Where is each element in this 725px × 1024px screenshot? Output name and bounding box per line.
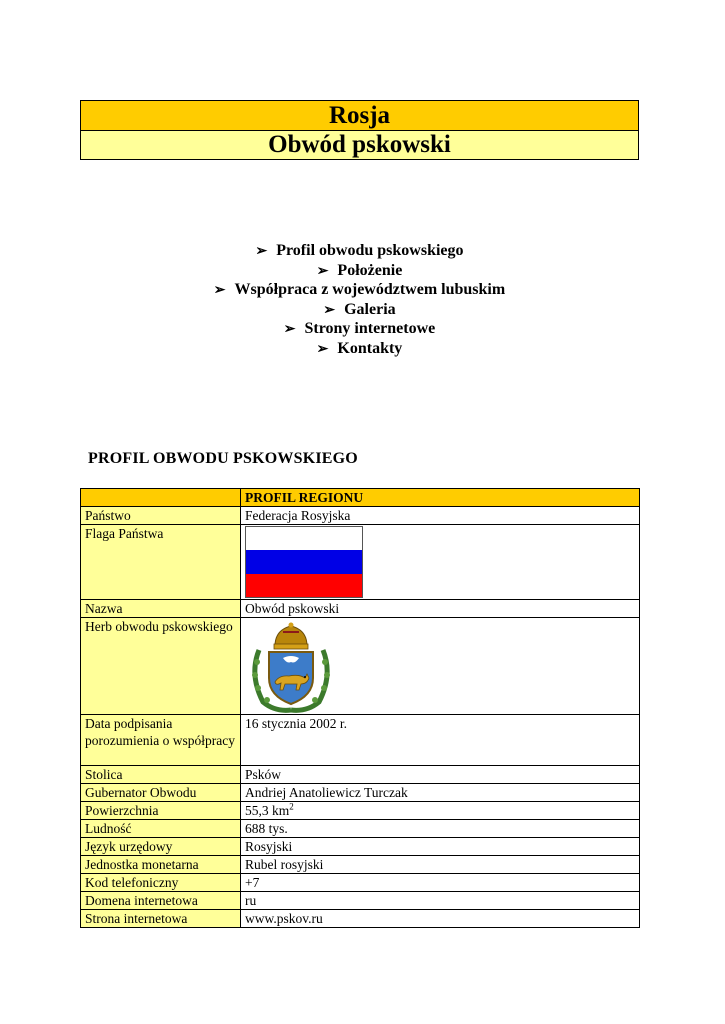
table-row — [81, 525, 640, 600]
row-label: Herb obwodu pskowskiego — [81, 618, 241, 715]
arrow-bullet-icon: ➢ — [323, 302, 336, 318]
row-value: Obwód pskowski — [241, 600, 640, 618]
nav-item-profil[interactable] — [80, 241, 639, 261]
row-label: Data podpisania porozumienia o współpracy — [81, 715, 241, 766]
row-value: 16 stycznia 2002 r. — [241, 715, 640, 766]
nav-item-label[interactable]: Współpraca z województwem lubuskim — [234, 281, 506, 299]
row-label: Język urzędowy — [81, 838, 241, 856]
table-row — [81, 802, 640, 820]
table-header-empty — [81, 489, 241, 507]
arrow-bullet-icon: ➢ — [255, 244, 268, 259]
area-unit-superscript: 2 — [289, 801, 294, 812]
arrow-bullet-icon: ➢ — [283, 322, 296, 338]
nav-item-label[interactable]: Galeria — [344, 300, 396, 318]
row-value: Andriej Anatoliewicz Turczak — [241, 784, 640, 802]
table-header: PROFIL REGIONU — [241, 489, 640, 507]
table-row — [81, 856, 640, 874]
table-row — [81, 600, 640, 618]
nav-item-kontakty[interactable] — [80, 339, 639, 359]
nav-item-polozenie[interactable] — [80, 261, 639, 281]
row-label: Ludność — [81, 820, 241, 838]
table-row — [81, 874, 640, 892]
row-value — [241, 525, 640, 600]
arrow-bullet-icon: ➢ — [316, 263, 329, 279]
flag-stripe-red — [246, 574, 362, 597]
row-label: Jednostka monetarna — [81, 856, 241, 874]
row-value: ru — [241, 892, 640, 910]
nav-item-strony[interactable] — [80, 319, 639, 339]
nav-item-wspolpraca[interactable] — [80, 280, 639, 300]
nav-item-galeria[interactable] — [80, 300, 639, 320]
region-title: Obwód pskowski — [81, 131, 638, 159]
russia-flag-image — [245, 526, 363, 598]
table-row — [81, 892, 640, 910]
profile-table — [80, 488, 640, 928]
row-value — [241, 618, 640, 715]
table-row — [81, 910, 640, 928]
table-row — [81, 820, 640, 838]
row-label: Domena internetowa — [81, 892, 241, 910]
website-link[interactable]: www.pskov.ru — [241, 910, 640, 928]
country-title: Rosja — [81, 101, 638, 131]
table-row — [81, 715, 640, 766]
row-label: Stolica — [81, 766, 241, 784]
area-value: 55,3 km — [245, 803, 290, 818]
arrow-bullet-icon: ➢ — [316, 341, 329, 357]
table-header-row — [81, 489, 640, 507]
row-value: Rosyjski — [241, 838, 640, 856]
row-label: Strona internetowa — [81, 910, 241, 928]
row-label: Nazwa — [81, 600, 241, 618]
table-row — [81, 784, 640, 802]
title-box — [80, 100, 639, 160]
flag-stripe-white — [246, 527, 362, 550]
arrow-bullet-icon: ➢ — [213, 283, 226, 299]
pskov-coat-of-arms-icon — [245, 620, 337, 714]
table-row — [81, 766, 640, 784]
row-value — [241, 802, 640, 820]
row-label: Kod telefoniczny — [81, 874, 241, 892]
row-value: +7 — [241, 874, 640, 892]
section-heading: PROFIL OBWODU PSKOWSKIEGO — [88, 450, 358, 467]
table-row — [81, 618, 640, 715]
nav-item-label[interactable]: Profil obwodu pskowskiego — [276, 242, 464, 259]
section-nav — [80, 241, 639, 359]
nav-item-label[interactable]: Strony internetowe — [304, 320, 436, 338]
row-value: Psków — [241, 766, 640, 784]
row-value: Rubel rosyjski — [241, 856, 640, 874]
table-row — [81, 838, 640, 856]
row-value: 688 tys. — [241, 820, 640, 838]
row-label: Flaga Państwa — [81, 525, 241, 600]
row-value: Federacja Rosyjska — [241, 507, 640, 525]
row-label: Powierzchnia — [81, 802, 241, 820]
row-label: Gubernator Obwodu — [81, 784, 241, 802]
nav-item-label[interactable]: Kontakty — [337, 339, 403, 357]
table-row — [81, 507, 640, 525]
nav-item-label[interactable]: Położenie — [337, 261, 403, 279]
row-label: Państwo — [81, 507, 241, 525]
flag-stripe-blue — [246, 550, 362, 573]
